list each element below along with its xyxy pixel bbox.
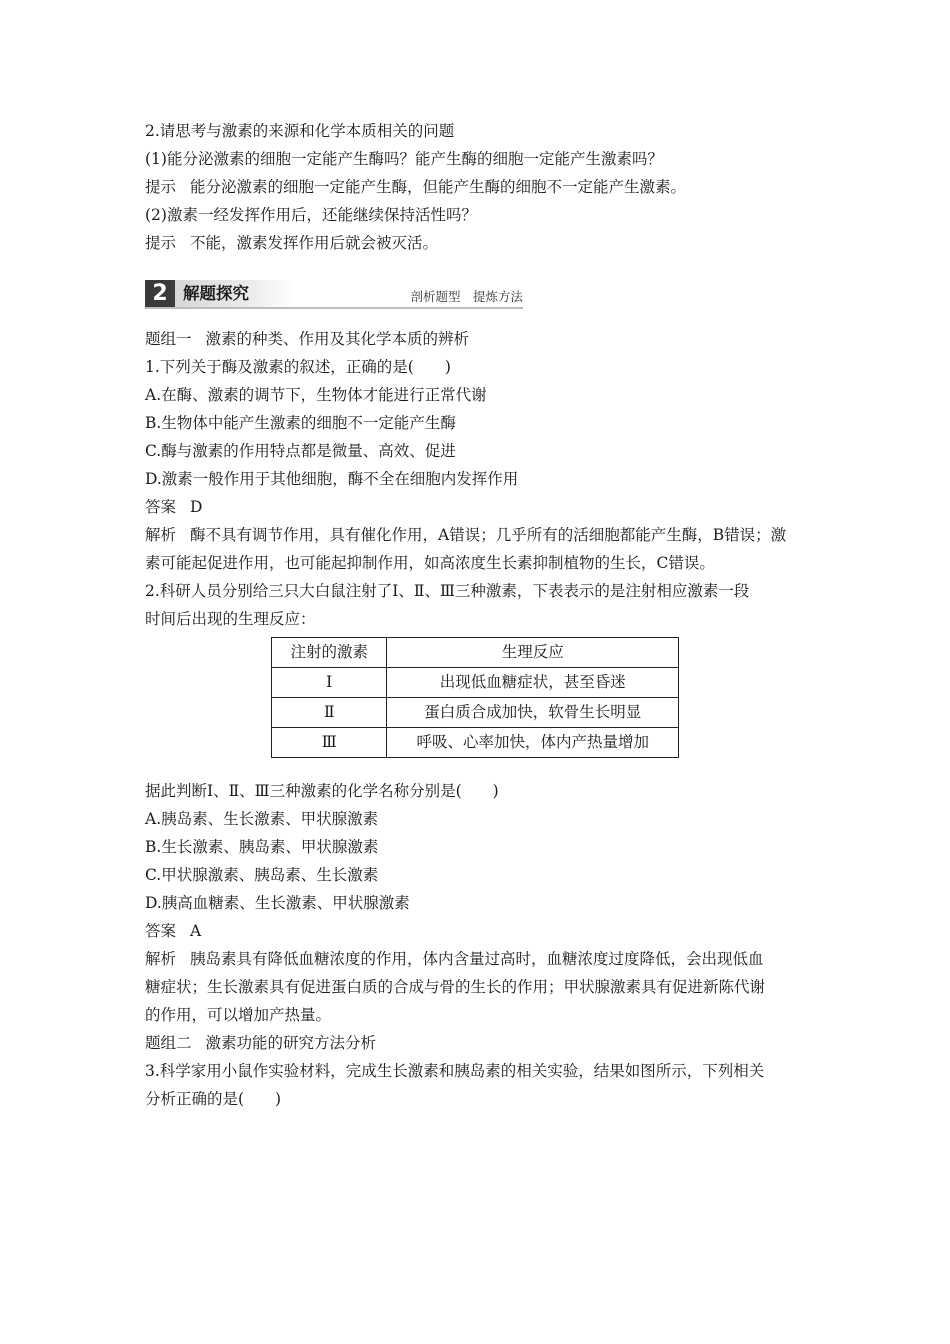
- question-1-stem: 1.下列关于酶及激素的叙述，正确的是( ): [145, 358, 451, 376]
- group-label: 题组一: [145, 330, 192, 348]
- analysis-label: 解析: [145, 950, 177, 968]
- question-1-analysis-line-2: 素可能起促进作用，也可能起抑制作用，如高浓度生长素抑制植物的生长，C错误。: [145, 554, 715, 572]
- question-2-follow: 据此判断Ⅰ、Ⅱ、Ⅲ三种激素的化学名称分别是( ): [145, 782, 499, 800]
- table-cell: Ⅰ: [272, 668, 387, 698]
- hormone-response-table: [271, 637, 679, 758]
- question-1-option-a: A.在酶、激素的调节下，生物体才能进行正常代谢: [145, 386, 487, 404]
- section-divider: [145, 307, 523, 309]
- table-header-cell: 注射的激素: [272, 638, 387, 668]
- group-title: 激素的种类、作用及其化学本质的辨析: [205, 330, 470, 348]
- analysis-text: 酶不具有调节作用，具有催化作用，A错误；几乎所有的活细胞都能产生酶，B错误；激: [190, 526, 787, 544]
- group-label: 题组二: [145, 1034, 192, 1052]
- hint-text: 不能，激素发挥作用后就会被灭活。: [190, 234, 439, 252]
- hint-label: 提示: [145, 178, 177, 196]
- intro-subquestion-1: (1)能分泌激素的细胞一定能产生酶吗？能产生酶的细胞一定能产生激素吗？: [145, 150, 663, 168]
- question-1-option-c: C.酶与激素的作用特点都是微量、高效、促进: [145, 442, 456, 460]
- group-1-heading: [145, 325, 813, 353]
- table-header-row: [272, 638, 679, 668]
- analysis-text: 胰岛素具有降低血糖浓度的作用，体内含量过高时，血糖浓度过度降低，会出现低血: [190, 950, 764, 968]
- answer-label: 答案: [145, 922, 177, 940]
- intro-heading: 2.请思考与激素的来源和化学本质相关的问题: [145, 122, 455, 140]
- answer-value: A: [190, 922, 202, 940]
- question-1-answer: [145, 493, 813, 521]
- question-2-analysis-line-1: [145, 945, 813, 973]
- question-3-stem-line-1: 3.科学家用小鼠作实验材料，完成生长激素和胰岛素的相关实验，结果如图所示，下列相关: [145, 1062, 765, 1080]
- question-2-analysis-line-3: 的作用，可以增加产热量。: [145, 1006, 332, 1024]
- question-2-option-d: D.胰高血糖素、生长激素、甲状腺激素: [145, 894, 410, 912]
- section-subtitle: 剖析题型 提炼方法: [410, 289, 523, 304]
- answer-value: D: [190, 498, 203, 516]
- question-2-option-c: C.甲状腺激素、胰岛素、生长激素: [145, 866, 379, 884]
- intro-hint-2: [145, 229, 813, 257]
- question-2-stem-line-2: 时间后出现的生理反应：: [145, 610, 316, 628]
- section-title: 解题探究: [175, 280, 293, 308]
- question-3-stem-line-2: 分析正确的是( ): [145, 1090, 282, 1108]
- table-cell: 呼吸、心率加快，体内产热量增加: [387, 728, 679, 758]
- analysis-label: 解析: [145, 526, 177, 544]
- table-row: [272, 698, 679, 728]
- table-cell: Ⅲ: [272, 728, 387, 758]
- question-2-stem-line-1: 2.科研人员分别给三只大白鼠注射了Ⅰ、Ⅱ、Ⅲ三种激素，下表表示的是注射相应激素一段: [145, 582, 750, 600]
- table-row: [272, 728, 679, 758]
- table-cell: 蛋白质合成加快，软骨生长明显: [387, 698, 679, 728]
- hint-label: 提示: [145, 234, 177, 252]
- table-cell: Ⅱ: [272, 698, 387, 728]
- group-title: 激素功能的研究方法分析: [205, 1034, 377, 1052]
- question-2-answer: [145, 917, 813, 945]
- answer-label: 答案: [145, 498, 177, 516]
- question-2-analysis-line-2: 糖症状；生长激素具有促进蛋白质的合成与骨的生长的作用；甲状腺激素具有促进新陈代谢: [145, 978, 766, 996]
- table-header-cell: 生理反应: [387, 638, 679, 668]
- question-1-option-d: D.激素一般作用于其他细胞，酶不全在细胞内发挥作用: [145, 470, 519, 488]
- intro-subquestion-2: (2)激素一经发挥作用后，还能继续保持活性吗？: [145, 206, 477, 224]
- question-1-option-b: B.生物体中能产生激素的细胞不一定能产生酶: [145, 414, 456, 432]
- intro-hint-1: [145, 173, 813, 201]
- question-1-analysis-line-1: [145, 521, 813, 549]
- section-header: [145, 280, 523, 310]
- question-2-option-b: B.生长激素、胰岛素、甲状腺激素: [145, 838, 379, 856]
- table-row: [272, 668, 679, 698]
- section-number: 2: [145, 280, 175, 308]
- question-2-option-a: A.胰岛素、生长激素、甲状腺激素: [145, 810, 379, 828]
- group-2-heading: [145, 1029, 813, 1057]
- hint-text: 能分泌激素的细胞一定能产生酶，但能产生酶的细胞不一定能产生激素。: [190, 178, 687, 196]
- table-cell: 出现低血糖症状，甚至昏迷: [387, 668, 679, 698]
